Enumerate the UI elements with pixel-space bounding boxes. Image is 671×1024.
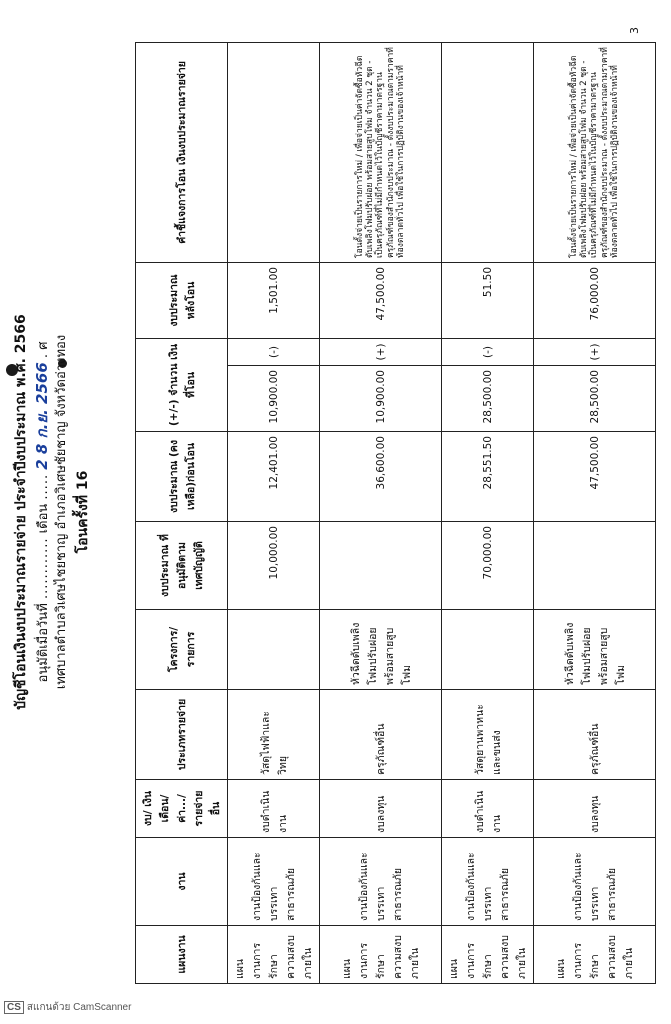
approval-month-label: เดือน [36, 503, 51, 534]
table-row [534, 43, 656, 984]
cell-transfer-sign: (+) [320, 339, 442, 366]
cell-work: งานป้องกันและบรรเทาสาธารณภัย [534, 838, 656, 926]
page-number: 3 [628, 27, 641, 34]
cell-before: 36,600.00 [320, 432, 442, 522]
approval-date-prefix: อนุมัติเมื่อวันที่ [36, 603, 51, 683]
organization-line: เทศบาลตำบลวิเศษไชยชาญ อำเภอวิเศษชัยชาญ จังหวัดอ่างทอง [54, 334, 69, 690]
handwritten-date: 2 8 ก.ย. 2566 [33, 362, 51, 470]
cell-approved [534, 522, 656, 610]
col-header-work: งาน [136, 838, 228, 926]
cell-before: 12,401.00 [228, 432, 320, 522]
cell-budget-type: งบดำเนินงาน [442, 780, 534, 838]
cell-plan: แผนงานการรักษาความสงบภายใน [228, 926, 320, 984]
cell-transfer: 10,900.00 [320, 366, 442, 432]
camscanner-icon: CS [4, 1001, 24, 1014]
col-header-reason: คำชี้แจงการโอน เงินงบประมาณรายจ่าย [136, 43, 228, 263]
col-header-budget-type: งบ/ เงินเดือน/ ค่า.../ รายจ่ายอื่น [136, 780, 228, 838]
cell-expense-type: วัสดุไฟฟ้าและวิทยุ [228, 690, 320, 780]
cell-reason: โอนตั้งจ่ายเป็นรายการใหม่ / เพื่อจ่ายเป็นค่าจัดซื้อหัวฉีดดับเพลิงโฟมปรับฝอย พร้อมสายสูบโฟม จำนวน 2 ชุด - เป็นครุภัณฑ์ที่ไม่มีกำหนดไว้ในบัญชีราคามาตรฐานครุภัณฑ์ของสำนักงบประมาณ - ตั้งงบประมาณตามราคาที่ท้องตลาดทั่วไป เพื่อใช้ในการปฏิบัติงานของเจ้าหน้าที่ [320, 43, 442, 263]
cell-budget-type: งบดำเนินงาน [228, 780, 320, 838]
cell-budget-type: งบลงทุน [320, 780, 442, 838]
table-row [320, 43, 442, 984]
document-title: บัญชีโอนเงินงบประมาณรายจ่าย ประจำปีงบประมาณ พ.ศ. 2566 [13, 314, 29, 710]
col-header-approved: งบประมาณ ที่อนุมัติตาม เทศบัญญัติ [136, 522, 228, 610]
cell-after: 76,000.00 [534, 263, 656, 339]
scanner-watermark [4, 1000, 131, 1015]
cell-project: หัวฉีดดับเพลิงโฟมปรับฝอยพร้อมสายสูบโฟม [534, 610, 656, 690]
table-row [442, 43, 534, 984]
col-header-project: โครงการ/ รายการ [136, 610, 228, 690]
col-header-after: งบประมาณ หลังโอน [136, 263, 228, 339]
cell-project [442, 610, 534, 690]
budget-transfer-table [135, 42, 656, 984]
cell-work: งานป้องกันและบรรเทาสาธารณภัย [442, 838, 534, 926]
cell-reason [442, 43, 534, 263]
col-header-plan: แผนงาน [136, 926, 228, 984]
cell-approved: 10,000.00 [228, 522, 320, 610]
table-header-row [136, 43, 228, 984]
table-row [228, 43, 320, 984]
cell-approved [320, 522, 442, 610]
approval-date-suffix: . ศ [36, 341, 51, 359]
cell-after: 47,500.00 [320, 263, 442, 339]
cell-project [228, 610, 320, 690]
transfer-number: โอนครั้งที่ 16 [75, 470, 91, 554]
cell-expense-type: ครุภัณฑ์อื่น [534, 690, 656, 780]
approval-date-line: อนุมัติเมื่อวันที่ ............ เดือน ..... 2 8 ก.ย. 2566 . ศ [33, 341, 51, 683]
cell-budget-type: งบลงทุน [534, 780, 656, 838]
cell-before: 47,500.00 [534, 432, 656, 522]
cell-after: 1,501.00 [228, 263, 320, 339]
cell-work: งานป้องกันและบรรเทาสาธารณภัย [320, 838, 442, 926]
cell-expense-type: ครุภัณฑ์อื่น [320, 690, 442, 780]
cell-transfer: 28,500.00 [534, 366, 656, 432]
cell-reason: โอนตั้งจ่ายเป็นรายการใหม่ / เพื่อจ่ายเป็นค่าจัดซื้อหัวฉีดดับเพลิงโฟมปรับฝอย พร้อมสายสูบโฟม จำนวน 2 ชุด - เป็นครุภัณฑ์ที่ไม่มีกำหนดไว้ในบัญชีราคามาตรฐานครุภัณฑ์ของสำนักงบประมาณ - ตั้งงบประมาณตามราคาที่ท้องตลาดทั่วไป เพื่อใช้ในการปฏิบัติงานของเจ้าหน้าที่ [534, 43, 656, 263]
cell-transfer-sign: (+) [534, 339, 656, 366]
cell-plan: แผนงานการรักษาความสงบภายใน [320, 926, 442, 984]
cell-plan: แผนงานการรักษาความสงบภายใน [534, 926, 656, 984]
cell-transfer: 28,500.00 [442, 366, 534, 432]
cell-transfer-sign: (-) [442, 339, 534, 366]
cell-reason [228, 43, 320, 263]
cell-plan: แผนงานการรักษาความสงบภายใน [442, 926, 534, 984]
cell-before: 28,551.50 [442, 432, 534, 522]
cell-approved: 70,000.00 [442, 522, 534, 610]
scanner-label: สแกนด้วย CamScanner [26, 1002, 132, 1013]
cell-project: หัวฉีดดับเพลิงโฟมปรับฝอยพร้อมสายสูบโฟม [320, 610, 442, 690]
col-header-expense-type: ประเภทรายจ่าย [136, 690, 228, 780]
cell-work: งานป้องกันและบรรเทาสาธารณภัย [228, 838, 320, 926]
col-header-before: งบประมาณ (คงเหลือ)ก่อนโอน [136, 432, 228, 522]
col-header-transfer: (+/-) จำนวน เงินที่โอน [136, 339, 228, 432]
cell-expense-type: วัสดุยานพาหนะและขนส่ง [442, 690, 534, 780]
cell-transfer-sign: (-) [228, 339, 320, 366]
cell-after: 51.50 [442, 263, 534, 339]
cell-transfer: 10,900.00 [228, 366, 320, 432]
